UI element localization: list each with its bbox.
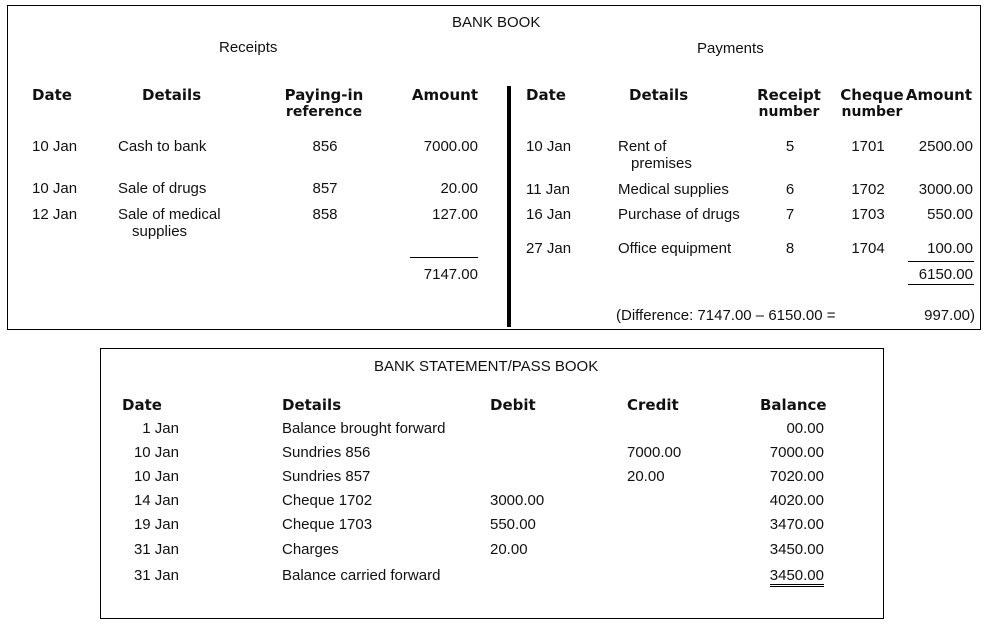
receipt-row-2-details: Sale of drugs [118,180,207,197]
receipts-date-header: Date [32,86,72,104]
payment-row-3-details: Purchase of drugs [618,206,740,223]
statement-credit-header: Credit [627,396,679,414]
receipt-row-3-amount: 127.00 [432,206,478,223]
statement-row-4-details: Cheque 1702 [282,492,373,509]
bank-book-panel [7,5,981,330]
payment-row-2-details: Medical supplies [618,181,729,198]
statement-row-5-debit: 550.00 [490,516,536,533]
payment-row-1-receipt: 5 [785,138,795,155]
bank-statement-title: BANK STATEMENT/PASS BOOK [374,358,599,375]
receipt-row-3-details: Sale of medical [118,206,221,223]
receipts-label: Receipts [219,39,278,56]
payment-row-1-amount: 2500.00 [918,138,973,155]
statement-row-4-balance: 4020.00 [769,492,824,509]
paying-in-header-line1: Paying-in [284,86,364,104]
receipt-row-2-ref: 857 [312,180,338,197]
payment-row-2-cheque: 1702 [851,181,885,198]
payment-row-4-details: Office equipment [618,240,732,257]
statement-row-3-date: 10 Jan [133,468,179,485]
statement-row-7-balance: 3450.00 [770,567,824,587]
receipts-total-rule [410,257,478,258]
statement-row-4-date: 14 Jan [133,492,179,509]
payment-row-2-date: 11 Jan [526,181,570,198]
statement-row-6-debit: 20.00 [490,541,528,558]
difference-text: (Difference: 7147.00 – 6150.00 = [616,307,836,324]
payments-total-underline [908,284,974,285]
payments-total-rule [908,261,974,262]
statement-row-2-details: Sundries 856 [282,444,371,461]
receipt-row-3-date: 12 Jan [32,206,78,223]
receipts-amount-header: Amount [411,86,478,104]
payments-amount-header: Amount [905,86,972,104]
statement-row-1-details: Balance brought forward [282,420,446,437]
statement-row-3-credit: 20.00 [627,468,665,485]
statement-row-5-date: 19 Jan [133,516,179,533]
receipts-details-header: Details [142,86,202,104]
payments-label: Payments [697,40,764,57]
statement-row-2-balance: 7000.00 [769,444,824,461]
statement-row-2-date: 10 Jan [133,444,179,461]
statement-date-header: Date [122,396,162,414]
payment-row-4-amount: 100.00 [927,240,973,257]
statement-row-1-date: 1 Jan [142,420,179,437]
payment-row-3-date: 16 Jan [526,206,572,223]
receipts-total: 7147.00 [423,266,478,283]
statement-debit-header: Debit [490,396,536,414]
cheque-number-header [836,86,908,121]
payment-row-2-receipt: 6 [785,181,795,198]
payments-date-header: Date [526,86,566,104]
receipt-row-2-date: 10 Jan [32,180,78,197]
statement-row-1-balance: 00.00 [786,420,824,437]
payments-total: 6150.00 [918,266,973,283]
paying-in-header [276,86,372,121]
statement-row-5-details: Cheque 1703 [282,516,373,533]
receipt-row-1-ref: 856 [312,138,338,155]
payments-details-header: Details [629,86,689,104]
receipt-row-3-ref: 858 [312,206,338,223]
receipt-number-header-line2: number [758,104,820,120]
statement-balance-header: Balance [760,396,827,414]
payment-row-1-details-cont: premises [631,155,692,172]
statement-row-7-date: 31 Jan [133,567,179,584]
cheque-number-header-line1: Cheque [840,86,904,104]
receipts-payments-divider [507,86,511,327]
receipt-row-1-amount: 7000.00 [423,138,478,155]
payment-row-2-amount: 3000.00 [918,181,973,198]
receipt-row-2-amount: 20.00 [440,180,478,197]
difference-value: 997.00) [924,307,975,324]
receipt-row-1-details: Cash to bank [118,138,207,155]
payment-row-3-amount: 550.00 [927,206,973,223]
statement-row-7-details: Balance carried forward [282,567,441,584]
payment-row-4-receipt: 8 [785,240,795,257]
payment-row-1-date: 10 Jan [526,138,572,155]
payment-row-1-details: Rent of [618,138,667,155]
statement-row-6-date: 31 Jan [133,541,179,558]
paying-in-header-line2: reference [285,104,363,120]
statement-row-4-debit: 3000.00 [490,492,545,509]
cheque-number-header-line2: number [841,104,903,120]
payment-row-3-cheque: 1703 [851,206,885,223]
receipt-row-1-date: 10 Jan [32,138,78,155]
payment-row-4-date: 27 Jan [526,240,572,257]
statement-row-2-credit: 7000.00 [627,444,682,461]
statement-row-6-balance: 3450.00 [769,541,824,558]
receipt-row-3-details-cont: supplies [132,223,188,240]
payment-row-3-receipt: 7 [785,206,795,223]
statement-row-7-balance-wrap [724,567,824,584]
statement-row-5-balance: 3470.00 [769,516,824,533]
payment-row-1-cheque: 1701 [851,138,885,155]
statement-details-header: Details [282,396,342,414]
statement-row-3-details: Sundries 857 [282,468,371,485]
payment-row-4-cheque: 1704 [851,240,885,257]
bank-book-title: BANK BOOK [452,14,541,31]
statement-row-6-details: Charges [282,541,339,558]
statement-row-3-balance: 7020.00 [769,468,824,485]
receipt-number-header-line1: Receipt [757,86,821,104]
receipt-number-header [751,86,827,121]
